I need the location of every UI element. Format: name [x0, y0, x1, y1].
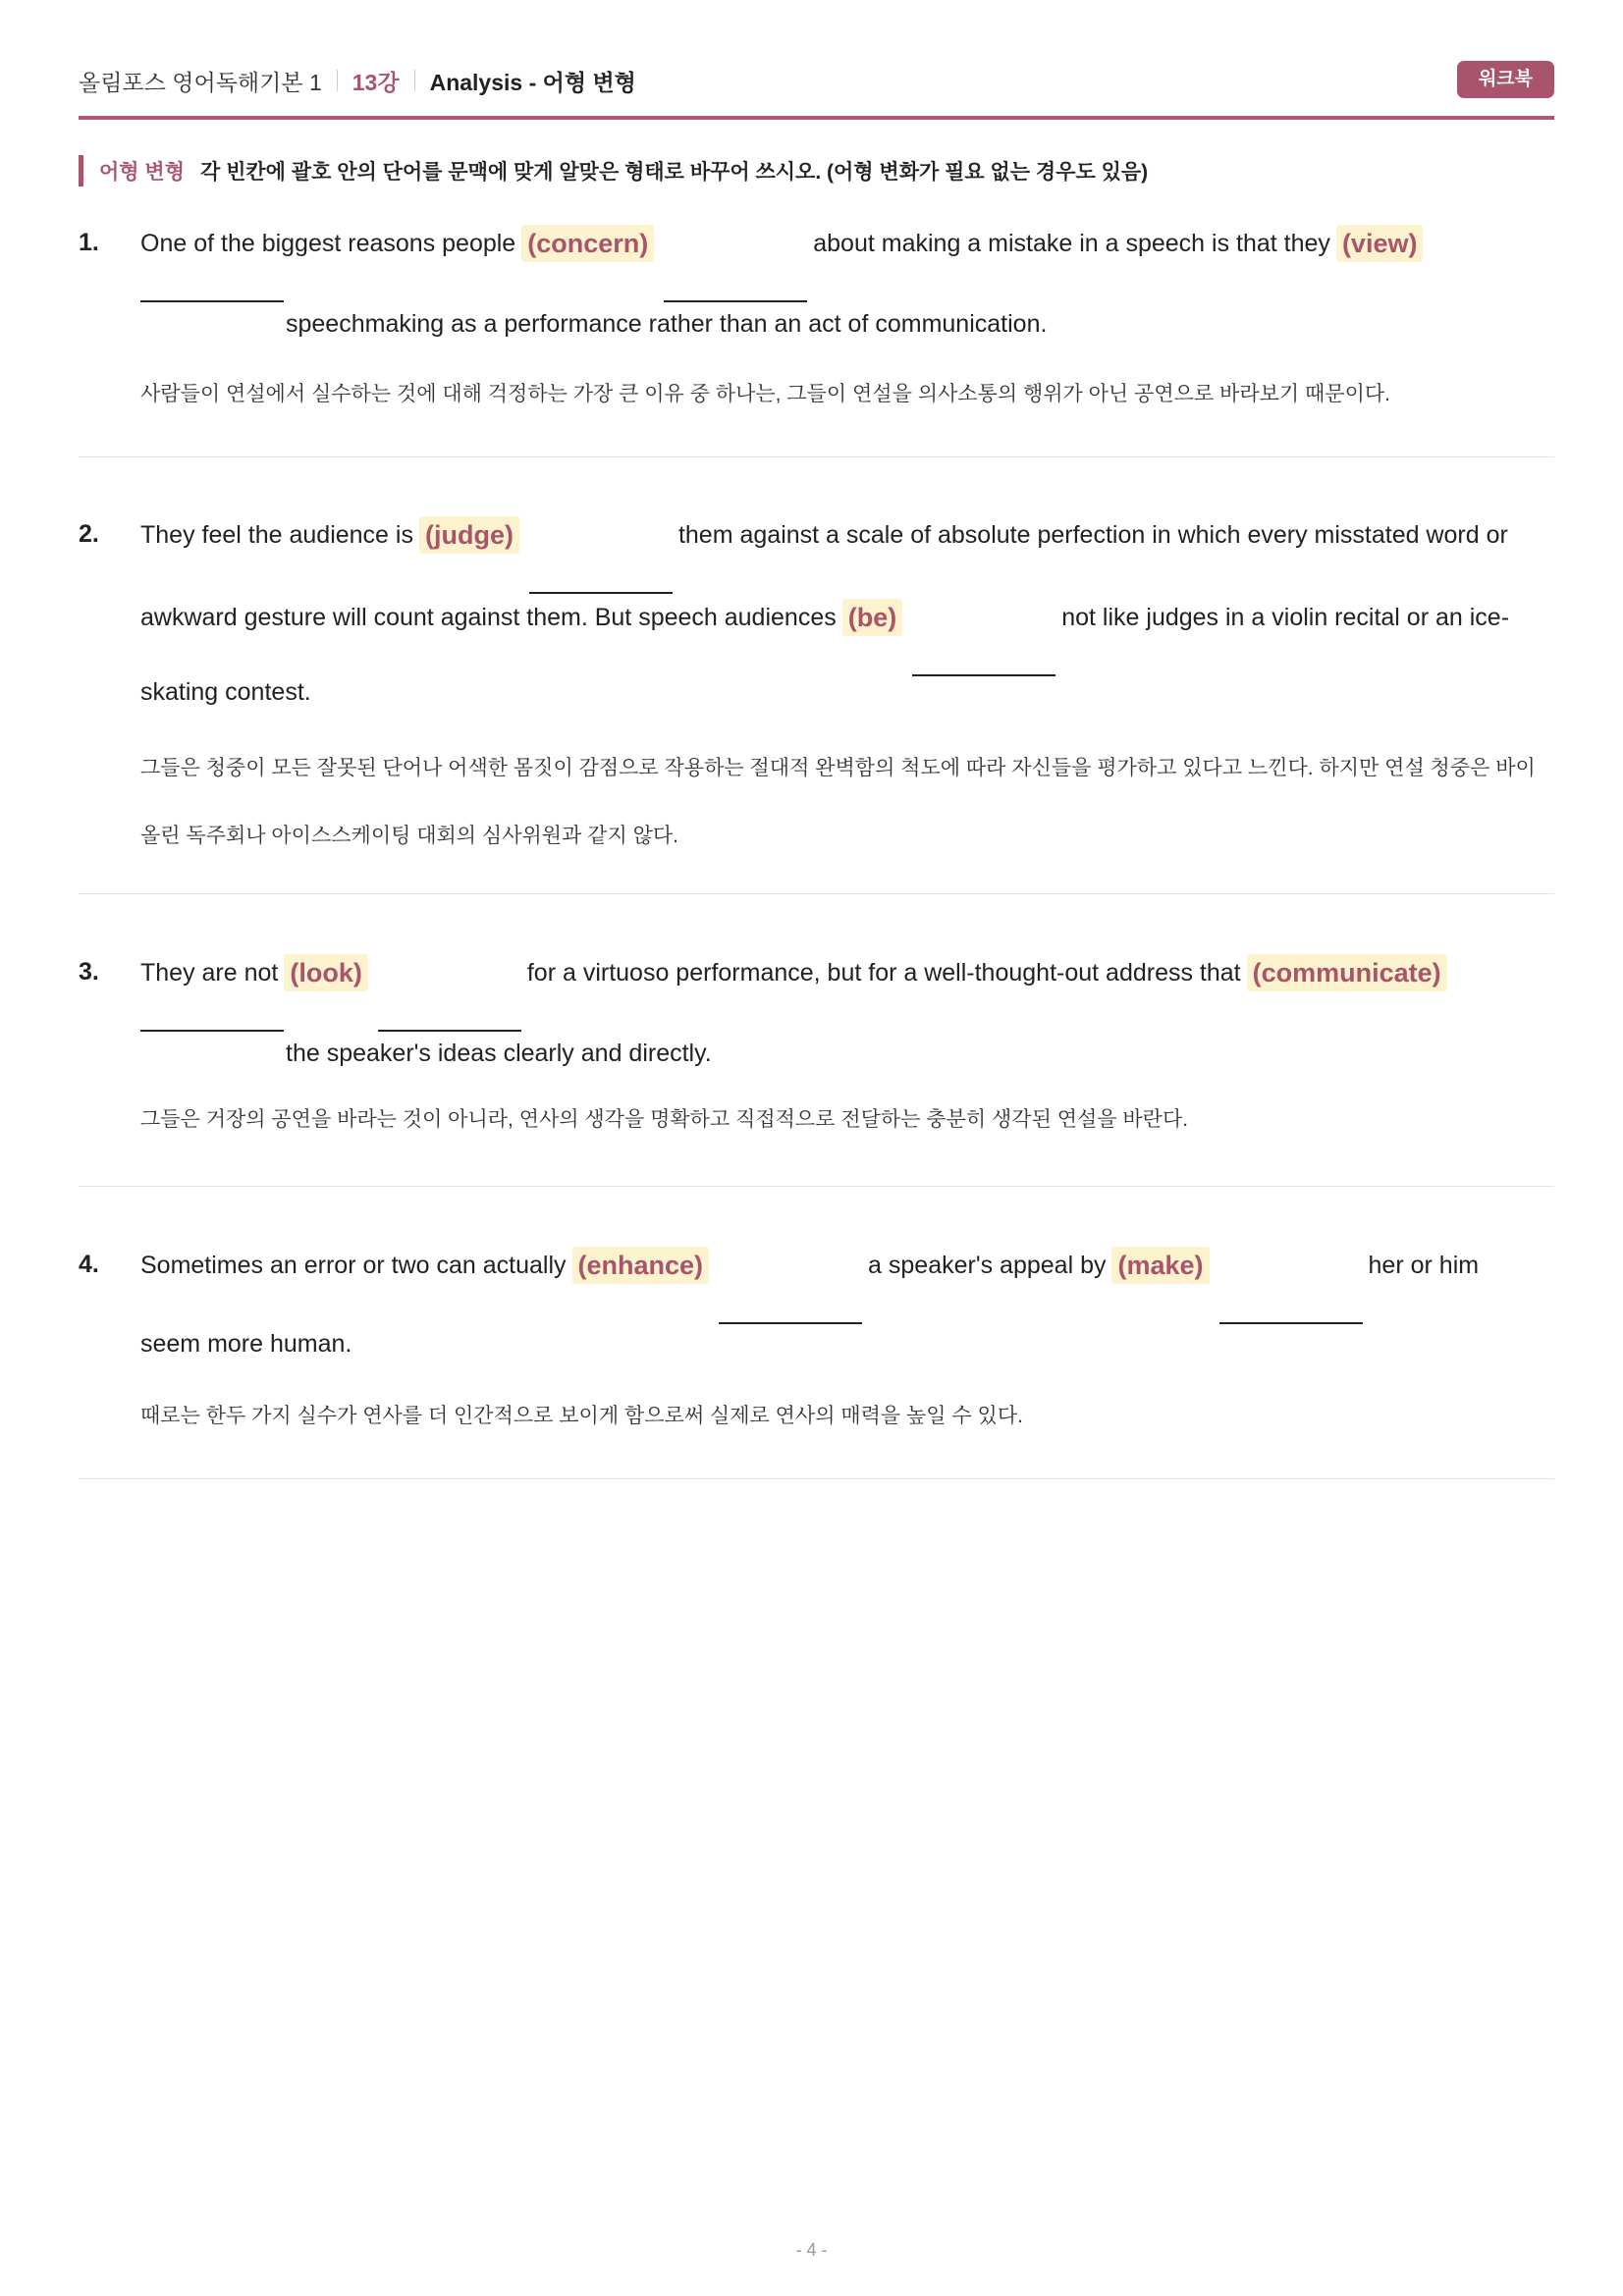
lesson-number: 13강	[352, 69, 400, 95]
question-line	[140, 1325, 352, 1368]
instruction-text: 각 빈칸에 괄호 안의 단어를 문맥에 맞게 알맞은 형태로 바꾸어 쓰시오. (어형 변화가 필요 없는 경우도 있음)	[199, 161, 1149, 184]
korean-translation: 그들은 청중이 모든 잘못된 단어나 어색한 몸짓이 감점으로 작용하는 절대적 완벽함의 척도에 따라 자신들을 평가하고 있다고 느낀다. 하지만 연설 청중은 바이	[140, 757, 1536, 779]
word-hint: (make)	[1111, 1247, 1209, 1284]
question-text: not like judges in a violin recital or an ice-	[1061, 604, 1510, 631]
question-number: 1.	[79, 229, 99, 256]
question-text: for a virtuoso performance, but for a well-thought-out address that	[526, 959, 1241, 987]
question-text: skating contest.	[140, 678, 311, 706]
word-hint: (view)	[1336, 225, 1424, 262]
word-hint: (concern)	[521, 225, 654, 262]
question-2	[79, 520, 1554, 894]
question-line	[140, 673, 311, 717]
word-hint: (communicate)	[1247, 954, 1447, 991]
answer-blank[interactable]	[140, 300, 284, 302]
question-1	[79, 229, 1554, 457]
instruction	[79, 155, 1148, 187]
question-number: 2.	[79, 520, 99, 548]
question-text: them against a scale of absolute perfection in which every misstated word or	[677, 521, 1508, 549]
question-number: 4.	[79, 1251, 99, 1278]
answer-blank[interactable]	[378, 992, 521, 1032]
question-text: Sometimes an error or two can actually	[140, 1252, 567, 1279]
word-hint: (judge)	[419, 516, 519, 554]
section-title: Analysis - 어형 변형	[429, 69, 636, 95]
question-text: about making a mistake in a speech is that they	[813, 230, 1330, 257]
question-line	[140, 225, 1427, 268]
question-line	[140, 954, 1451, 997]
question-line	[140, 516, 1508, 560]
question-text: the speaker's ideas clearly and directly.	[286, 1040, 712, 1067]
question-text: They are not	[140, 959, 279, 987]
question-text: They feel the audience is	[140, 521, 413, 549]
header-divider	[414, 70, 415, 91]
instruction-tag: 어형 변형	[99, 161, 185, 184]
answer-blank[interactable]	[140, 1030, 284, 1032]
korean-translation: 그들은 거장의 공연을 바라는 것이 아니라, 연사의 생각을 명확하고 직접적으로 전달하는 충분히 생각된 연설을 바란다.	[140, 1108, 1189, 1131]
question-line	[140, 599, 1509, 642]
question-text: speechmaking as a performance rather than an act of communication.	[286, 310, 1048, 338]
answer-blank[interactable]	[1219, 1285, 1363, 1324]
question-text: One of the biggest reasons people	[140, 230, 516, 257]
question-3	[79, 958, 1554, 1187]
answer-blank[interactable]	[529, 555, 673, 594]
instruction-accent-bar	[79, 155, 83, 187]
question-line	[140, 1247, 1479, 1290]
korean-translation: 올린 독주회나 아이스스케이팅 대회의 심사위원과 같지 않다.	[140, 825, 678, 847]
question-4	[79, 1251, 1554, 1479]
answer-blank[interactable]	[912, 637, 1055, 676]
question-text: awkward gesture will count against them. But speech audiences	[140, 604, 837, 631]
word-hint: (be)	[842, 599, 903, 636]
korean-translation: 사람들이 연설에서 실수하는 것에 대해 걱정하는 가장 큰 이유 중 하나는, 그들이 연설을 의사소통의 행위가 아닌 공연으로 바라보기 때문이다.	[140, 383, 1390, 405]
question-text: her or him	[1368, 1252, 1480, 1279]
question-line	[140, 1029, 712, 1072]
workbook-page	[79, 0, 1554, 2296]
book-title: 올림포스 영어독해기본 1	[79, 69, 322, 95]
word-hint: (enhance)	[572, 1247, 710, 1284]
page-number: - 4 -	[795, 2240, 828, 2260]
workbook-badge: 워크북	[1457, 61, 1554, 98]
question-text: a speaker's appeal by	[868, 1252, 1107, 1279]
header-divider	[337, 70, 338, 91]
answer-blank[interactable]	[664, 263, 807, 302]
header-rule	[79, 116, 1554, 120]
korean-translation: 때로는 한두 가지 실수가 연사를 더 인간적으로 보이게 함으로써 실제로 연사의 매력을 높일 수 있다.	[140, 1405, 1023, 1427]
question-text: seem more human.	[140, 1330, 352, 1358]
answer-blank[interactable]	[719, 1285, 862, 1324]
page-header	[79, 61, 1554, 100]
question-number: 3.	[79, 958, 99, 986]
word-hint: (look)	[284, 954, 368, 991]
question-line	[140, 299, 1047, 343]
